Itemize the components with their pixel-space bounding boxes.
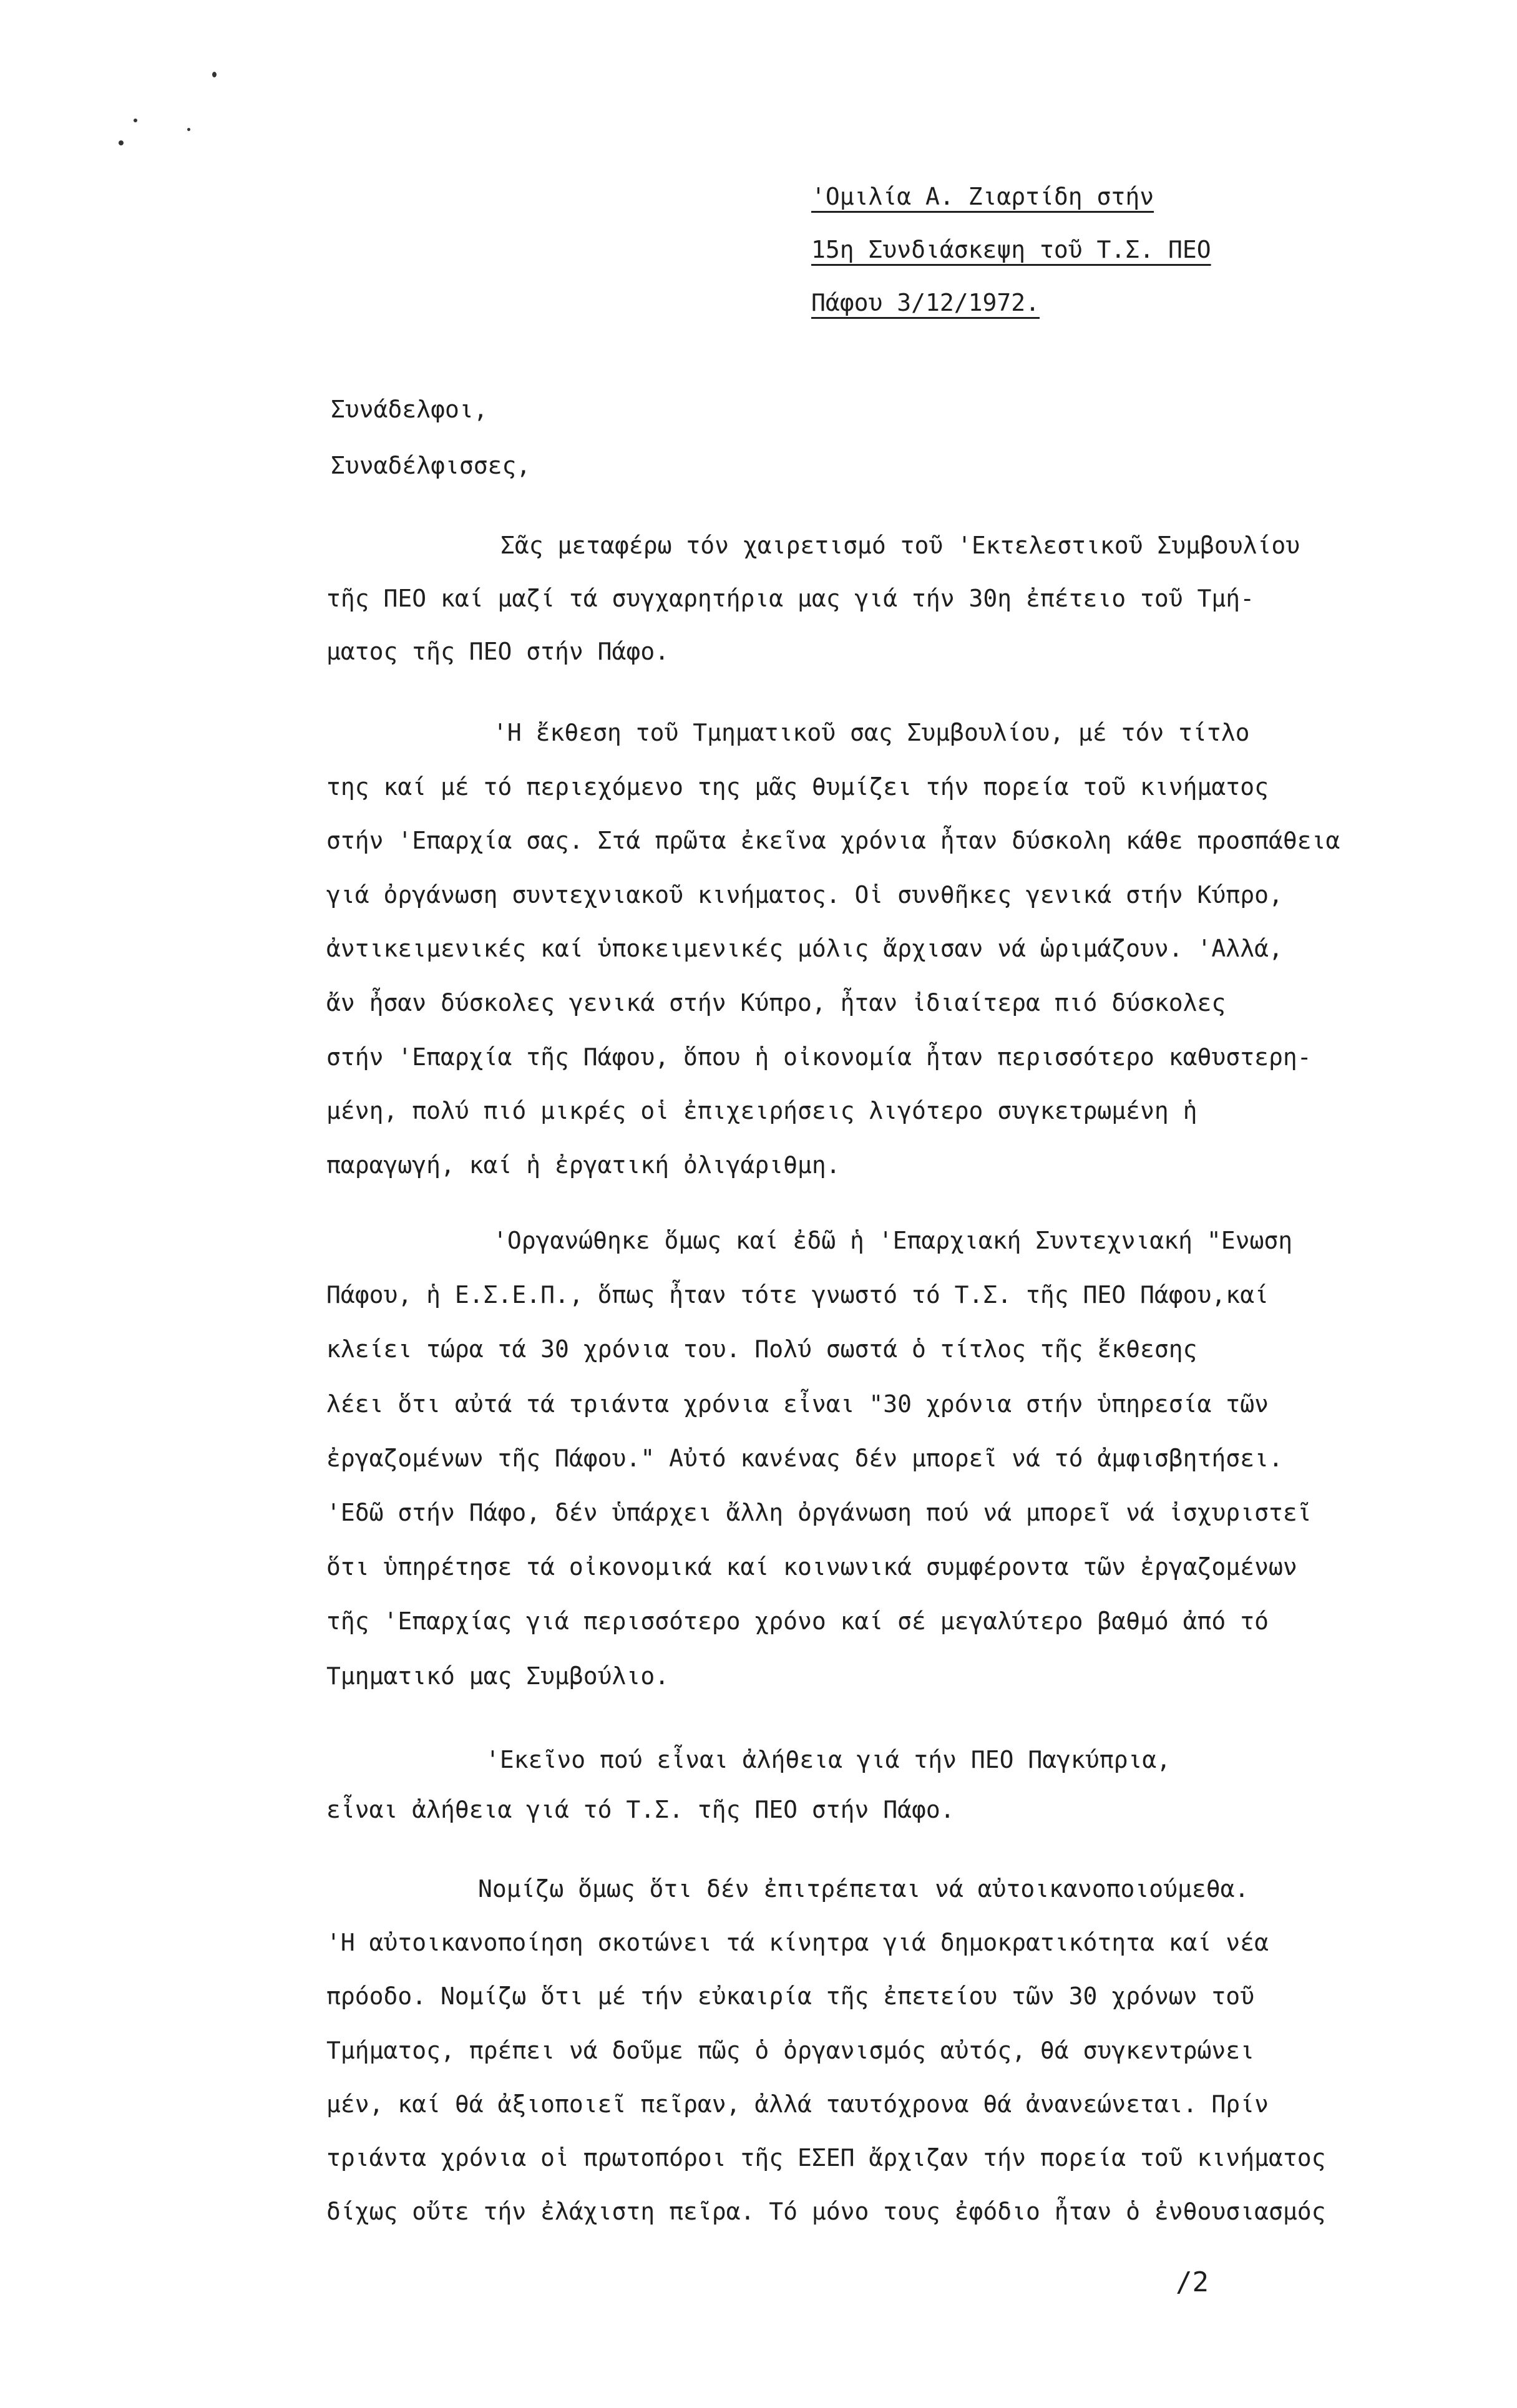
paragraph-line: Τμήματος, πρέπει νά δοῦμε πῶς ὁ ὀργανισμός αὐτός, θά συγκεντρώνει	[326, 2036, 1255, 2064]
paragraph-line: λέει ὅτι αὐτά τά τριάντα χρόνια εἶναι "30 χρόνια στήν ὑπηρεσία τῶν	[326, 1390, 1269, 1418]
paragraph-line: 'Εδῶ στήν Πάφο, δέν ὑπάρχει ἄλλη ὀργάνωση πού νά μπορεῖ νά ἰσχυριστεῖ	[326, 1499, 1312, 1527]
paragraph-line: στήν 'Επαρχία σας. Στά πρῶτα ἐκεῖνα χρόνια ἦταν δύσκολη κάθε προσπάθεια	[326, 827, 1340, 855]
paragraph-line: 'Οργανώθηκε ὅμως καί ἐδῶ ἡ 'Επαρχιακή Συντεχνιακή "Ενωση	[493, 1227, 1293, 1254]
paragraph-line: Νομίζω ὅμως ὅτι δέν ἐπιτρέπεται νά αὐτοικανοποιούμεθα.	[478, 1875, 1249, 1903]
paragraph-line: Τμηματικό μας Συμβούλιο.	[326, 1662, 670, 1690]
paragraph-line: γιά ὀργάνωση συντεχνιακοῦ κινήματος. Οἱ συνθῆκες γενικά στήν Κύπρο,	[326, 880, 1283, 909]
paragraph-line: κλείει τώρα τά 30 χρόνια του. Πολύ σωστά ὁ τίτλος τῆς ἔκθεσης	[326, 1335, 1198, 1363]
scan-speck	[212, 72, 217, 77]
salutation-line: Συνάδελφοι,	[331, 396, 488, 423]
paragraph-line: εἶναι ἀλήθεια γιά τό Τ.Σ. τῆς ΠΕΟ στήν Πάφο.	[326, 1796, 955, 1823]
paragraph-5	[326, 1862, 1325, 2238]
paragraph-line: τριάντα χρόνια οἱ πρωτοπόροι τῆς ΕΣΕΠ ἄρχιζαν τήν πορεία τοῦ κινήματος	[326, 2144, 1326, 2172]
speech-header	[811, 170, 1211, 329]
paragraph-line: 'Η αὐτοικανοποίηση σκοτώνει τά κίνητρα γιά δημοκρατικότητα καί νέα	[326, 1929, 1269, 1957]
paragraph-line: πρόοδο. Νομίζω ὅτι μέ τήν εὐκαιρία τῆς ἐπετείου τῶν 30 χρόνων τοῦ	[326, 1982, 1255, 2011]
paragraph-line: ἄν ἦσαν δύσκολες γενικά στήν Κύπρο, ἦταν ἰδιαίτερα πιό δύσκολες	[326, 988, 1226, 1016]
salutation-line: Συναδέλφισσες,	[331, 452, 531, 479]
paragraph-line: Σᾶς μεταφέρω τόν χαιρετισμό τοῦ 'Εκτελεστικοῦ Συμβουλίου	[500, 532, 1300, 559]
scan-speck	[134, 119, 137, 122]
paragraph-1	[326, 519, 1300, 678]
header-title-line: 'Ομιλία Α. Ζιαρτίδη στήν	[811, 183, 1154, 210]
paragraph-line: παραγωγή, καί ἡ ἐργατική ὀλιγάριθμη.	[326, 1151, 841, 1179]
paragraph-line: της καί μέ τό περιεχόμενο της μᾶς θυμίζει τήν πορεία τοῦ κινήματος	[326, 773, 1269, 801]
paragraph-3	[326, 1214, 1312, 1704]
paragraph-line: ἀντικειμενικές καί ὑποκειμενικές μόλις ἄρχισαν νά ὡριμάζουν. 'Αλλά,	[326, 935, 1283, 963]
paragraph-line: 'Η ἔκθεση τοῦ Τμηματικοῦ σας Συμβουλίου, μέ τόν τίτλο	[493, 719, 1250, 746]
page-number: /2	[1176, 2266, 1209, 2298]
salutation	[331, 381, 530, 494]
paragraph-line: μέν, καί θά ἀξιοποιεῖ πεῖραν, ἀλλά ταυτόχρονα θά ἀνανεώνεται. Πρίν	[326, 2090, 1269, 2118]
paragraph-line: Πάφου, ἡ Ε.Σ.Ε.Π., ὅπως ἦταν τότε γνωστό τό Τ.Σ. τῆς ΠΕΟ Πάφου,καί	[326, 1281, 1269, 1309]
header-event-line: 15η Συνδιάσκεψη τοῦ Τ.Σ. ΠΕΟ	[811, 236, 1211, 263]
paragraph-line: ὅτι ὑπηρέτησε τά οἰκονομικά καί κοινωνικά συμφέροντα τῶν ἐργαζομένων	[326, 1553, 1297, 1581]
scan-speck	[187, 128, 190, 131]
paragraph-line: τῆς 'Επαρχίας γιά περισσότερο χρόνο καί σέ μεγαλύτερο βαθμό ἀπό τό	[326, 1607, 1269, 1635]
paragraph-line: 'Εκεῖνο πού εἶναι ἀλήθεια γιά τήν ΠΕΟ Παγκύπρια,	[485, 1746, 1171, 1773]
paragraph-line: ἐργαζομένων τῆς Πάφου." Αὐτό κανένας δέν μπορεῖ νά τό ἀμφισβητήσει.	[326, 1444, 1283, 1472]
header-date-line: Πάφου 3/12/1972.	[811, 289, 1040, 316]
paragraph-line: στήν 'Επαρχία τῆς Πάφου, ὅπου ἡ οἰκονομία ἦταν περισσότερο καθυστερη-	[326, 1043, 1312, 1071]
paragraph-line: τῆς ΠΕΟ καί μαζί τά συγχαρητήρια μας γιά τήν 30η ἐπέτειο τοῦ Τμή-	[326, 585, 1255, 612]
paragraph-line: μένη, πολύ πιό μικρές οἱ ἐπιχειρήσεις λιγότερο συγκετρωμένη ἡ	[326, 1097, 1198, 1125]
scan-speck	[119, 140, 124, 145]
paragraph-line: ματος τῆς ΠΕΟ στήν Πάφο.	[326, 638, 670, 665]
paragraph-4	[326, 1735, 1171, 1835]
paragraph-2	[326, 706, 1340, 1192]
paragraph-line: δίχως οὔτε τήν ἐλάχιστη πεῖρα. Τό μόνο τους ἐφόδιο ἦταν ὁ ἐνθουσιασμός	[326, 2198, 1326, 2226]
